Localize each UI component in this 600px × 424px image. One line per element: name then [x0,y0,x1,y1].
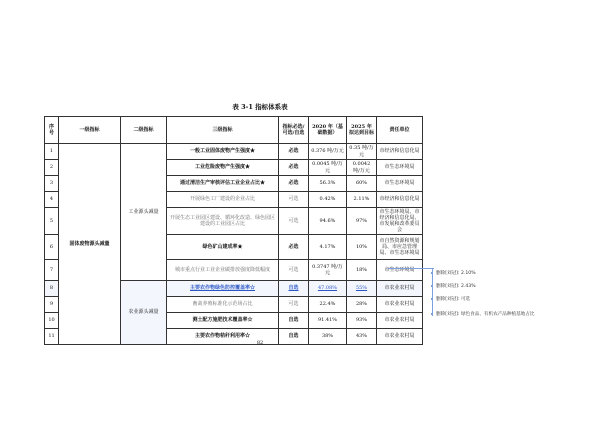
value-2020: 0.3747 吨/万元 [309,260,347,281]
revision-comment[interactable]: 删除[刘冠]: 可选 [436,297,471,302]
responsible-dept: 市生态环境局 [377,176,423,192]
row-no: 2 [45,160,59,176]
row-no: 1 [45,144,59,160]
indicator-type: 可选 [279,192,309,208]
responsible-dept: 市农业农村局 [377,329,423,345]
value-2025: 10% [347,235,377,260]
comment-anchor [431,272,433,274]
responsible-dept: 市生态环境局 [377,260,423,281]
indicator-name: 开展生态工业园区建设、循环化改造、绿色园区建设的工业园区占比 [167,208,279,235]
indicator-type: 自选 [279,313,309,329]
table-header-row [45,117,423,144]
value-2025[interactable]: 55% [347,281,377,297]
row-no: 7 [45,260,59,281]
indicator-name: 畜禽养殖标准化示范场占比 [167,297,279,313]
responsible-dept: 市自然资源和规划局、市应急管理局、市生态环境局 [377,235,423,260]
comment-connector [388,268,434,269]
row-no: 8 [45,281,59,297]
indicator-name: 城市重点行业工业企业碳排放强度降低幅度 [167,260,279,281]
row-no: 3 [45,176,59,192]
value-2020: 4.17% [309,235,347,260]
indicator-name: 一般工业固体废物产生强度★ [167,144,279,160]
header-level2: 二级指标 [121,117,167,144]
value-2020: 38% [309,329,347,345]
responsible-dept: 市经济和信息化局 [377,192,423,208]
comment-anchor [431,313,433,315]
indicator-type: 必选 [279,235,309,260]
row-no: 9 [45,297,59,313]
value-2025: 0.0042 吨/万元 [347,160,377,176]
value-2025: 93% [347,313,377,329]
value-2025: 2.11% [347,192,377,208]
header-2025: 2025 年拟达到目标 [347,117,377,144]
row-no: 10 [45,313,59,329]
comment-anchor [431,298,433,300]
indicator-name: 绿色矿山建成率★ [167,235,279,260]
indicator-type: 可选 [279,260,309,281]
value-2020: 94.6% [309,208,347,235]
indicator-table [44,116,423,345]
responsible-dept: 市农业农村局 [377,281,423,297]
level2-cell-agriculture: 农业源头减量 [121,281,167,345]
comment-anchor [431,285,433,287]
table-caption: 表 3-1 指标体系表 [232,103,288,111]
page-number: 82 [256,340,264,346]
header-no: 序号 [45,117,59,144]
row-no: 5 [45,208,59,235]
indicator-name: 开展绿色工厂建设的企业占比 [167,192,279,208]
indicator-type: 可选 [279,208,309,235]
value-2020: 0.376 吨/万元 [309,144,347,160]
indicator-name: 主要农作物秸秆利用率☆ [167,329,279,345]
value-2020: 0.42% [309,192,347,208]
value-2020: 22.4% [309,297,347,313]
indicator-type: 必选 [279,176,309,192]
responsible-dept: 市农业农村局 [377,313,423,329]
comment-connector [432,268,433,316]
indicator-name: 工业危险废物产生强度★ [167,160,279,176]
header-dept: 责任单位 [377,117,423,144]
responsible-dept: 市生态环境局、市经济和信息化局、市发展和改革委员会 [377,208,423,235]
header-2020: 2020 年（基础数据） [309,117,347,144]
header-level1: 一级指标 [59,117,121,144]
value-2025: 28% [347,297,377,313]
responsible-dept: 市经济和信息化局 [377,144,423,160]
indicator-type: 可选 [279,297,309,313]
revision-comment[interactable]: 删除[刘冠]: 2.10% [436,271,476,276]
indicator-name: 通过清洁生产审核评估工业企业占比★ [167,176,279,192]
row-no: 11 [45,329,59,345]
indicator-type: 必选 [279,144,309,160]
level1-cell: 固体废物源头减量 [59,144,121,345]
value-2020: 91.41% [309,313,347,329]
table-row [45,144,423,160]
value-2025: 43% [347,329,377,345]
header-type: 指标必选/可选/自选 [279,117,309,144]
indicator-type: 必选 [279,160,309,176]
row-no: 4 [45,192,59,208]
value-2025: 60% [347,176,377,192]
indicator-name[interactable]: 主要农作物绿色防控覆盖率☆ [167,281,279,297]
value-2020: 0.0045 吨/万元 [309,160,347,176]
responsible-dept: 市农业农村局 [377,297,423,313]
row-no: 6 [45,235,59,260]
value-2020: 56.3% [309,176,347,192]
value-2020[interactable]: 47.08% [309,281,347,297]
level2-cell-industry: 工业源头减量 [121,144,167,281]
value-2025: 18% [347,260,377,281]
revision-comment[interactable]: 删除[刘冠]: 2.43% [436,284,476,289]
indicator-type: 自选 [279,329,309,345]
responsible-dept: 市生态环境局 [377,160,423,176]
indicator-type[interactable]: 自选 [279,281,309,297]
value-2025: 0.35 吨/万元 [347,144,377,160]
header-level3: 三级指标 [167,117,279,144]
indicator-name: 测土配方施肥技术覆盖率☆ [167,313,279,329]
revision-comment[interactable]: 删除[刘冠]: 绿色食品、有机农产品种植基地占比 [436,312,535,317]
value-2025: 97% [347,208,377,235]
